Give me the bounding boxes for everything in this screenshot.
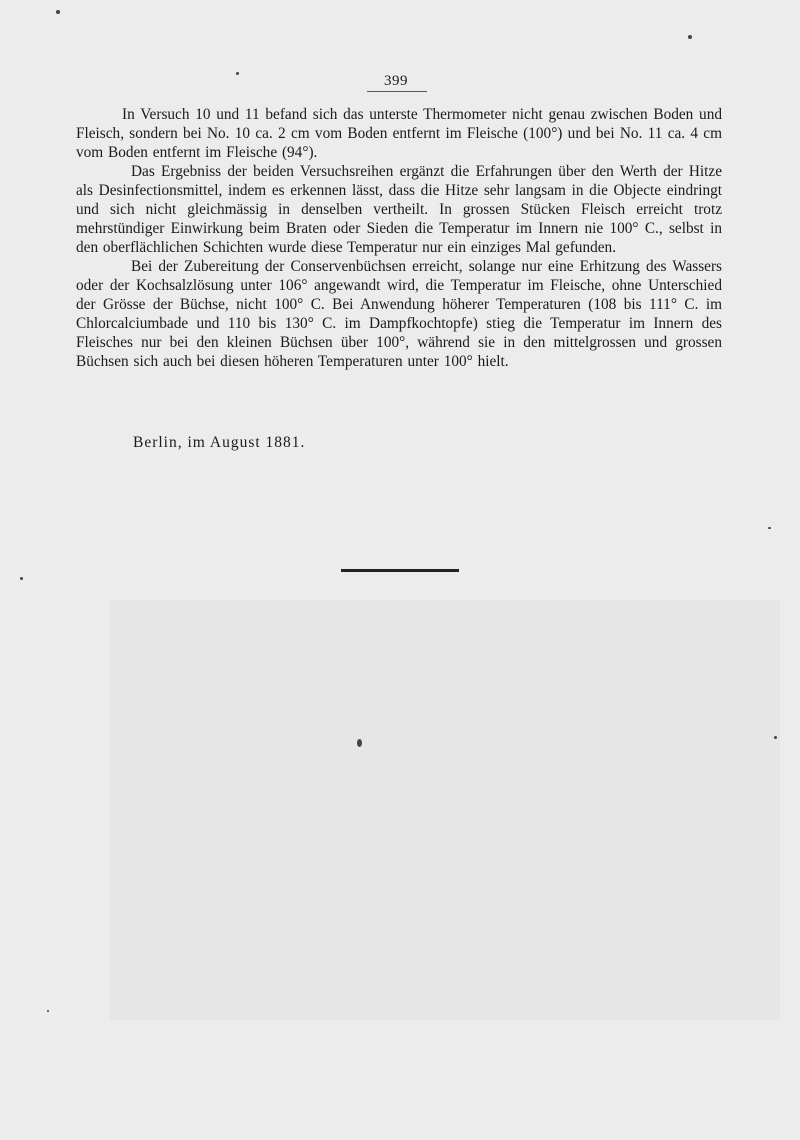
- paper-speck: [357, 739, 362, 747]
- paper-speck: [56, 10, 60, 14]
- paper-shading: [110, 600, 780, 1020]
- closing-rule: [341, 569, 459, 572]
- paragraph-3: Bei der Zubereitung der Conservenbüchsen erreicht, solange nur eine Erhitzung des Wassers oder der Kochsalzlösung unter 106° angewandt wird, die Temperatur im Fleische, ohne Unterschied der Grösse der Büchse, nicht 100° C. Bei Anwendung höherer Temperaturen (108 bis 111° C. im Chlorcalciumbade und 110 bis 130° C. im Dampfkochtopfe) stieg die Temperatur im Innern des Fleisches nur bei den kleinen Büchsen über 100°, während sie in den mittelgrossen und grossen Büchsen sich auch bei diesen höheren Temperaturen unter 100° hielt.: [76, 258, 722, 370]
- paragraph-2: Das Ergebniss der beiden Versuchsreihen ergänzt die Erfahrungen über den Werth der Hitze als Desinfectionsmittel, indem es erkennen lässt, dass die Hitze sehr langsam in die Objecte eindringt und sich nicht gleichmässig in denselben vertheilt. In grossen Stücken Fleisch erreicht trotz mehrstündiger Einwirkung beim Braten oder Sieden die Temperatur im Innern nie 100° C., selbst in den oberflächlichen Schichten wurde diese Temperatur nur ein einziges Mal gefunden.: [76, 163, 722, 256]
- paper-speck: [236, 72, 239, 75]
- page-number-underline: [367, 91, 427, 92]
- place-date-signature: Berlin, im August 1881.: [133, 434, 306, 451]
- page-number: 399: [384, 73, 408, 89]
- paper-speck: [774, 736, 777, 739]
- paragraph-1: In Versuch 10 und 11 befand sich das unterste Thermometer nicht genau zwischen Boden und Fleisch, sondern bei No. 10 ca. 2 cm vom Boden entfernt im Fleische (100°) und bei No. 11 ca. 4 cm vom Boden entfernt im Fleische (94°).: [76, 106, 722, 161]
- paper-speck: [47, 1010, 49, 1012]
- paper-speck: [688, 35, 692, 39]
- paper-speck: [768, 527, 771, 529]
- paper-speck: [20, 577, 23, 580]
- body-text: [76, 105, 722, 371]
